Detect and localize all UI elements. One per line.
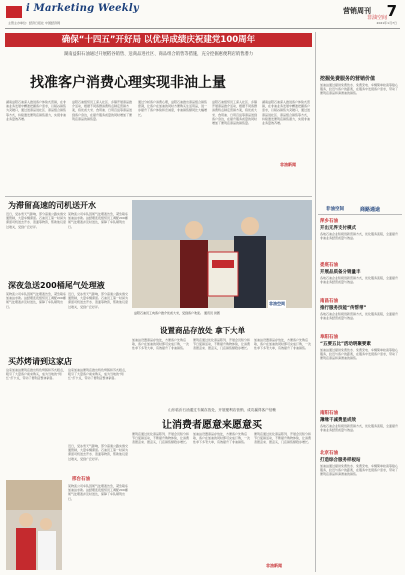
banner: 确保“十四五”开好局 以优异成绩庆祝建党100周年: [5, 33, 312, 47]
mid-body-2b: 加油站设置商品存放处，方便客户先购后取，客户在加油的同时即可完成订购，一次性拿下多笔大单，有效提升了非油销售。: [193, 432, 251, 445]
main-body-right2: 湖南益阳石油深入推进客户体验式营销，在非油业务发展中精准把握客户需求，以稻谷销售为突破口，通过送商品进社区、商品组合销售等方式，持续激发便利店销售潜力，实现非油业务量效齐增。: [262, 100, 311, 126]
right-logo: 非油空间: [326, 207, 344, 212]
left-body-1b: 某物流公司车队因尾气处理液告急，紧急联系加油站求助。站经理连夜组织员工调配200桶尾气处理液并及时送达，保障了车队顺利出行。: [68, 212, 128, 229]
right-rule: [318, 214, 402, 215]
brief-4-text: “五要五比”活动明聚要素: [320, 342, 371, 347]
credit-badge: 非油新闻: [280, 162, 296, 167]
mid-body-1a: 加油站设置商品存放处，方便客户先购后取，客户在加油的同时即可完成订购，一次性拿下多笔大单，有效提升了非油销售。: [132, 338, 190, 351]
brief-5-title: 南阳石油: [320, 411, 338, 416]
brief-2-title: 娄底石油: [320, 263, 338, 268]
brief-5-body: 各地石油企业积极创新营销方式，优化服务流程，全面提升非油业务经营质量与效益。: [320, 424, 399, 433]
left-body-3c: 近日，受冰雪天气影响，部分高速公路实施交通管制，大量车辆滞留。石油员工第一时间为滞留司机送去开水、泡面等物资，帮助他们度过难关，受到广泛好评。: [68, 444, 128, 461]
brief-3-text: 推行服务技能“传帮带”: [320, 306, 367, 311]
masthead-subtitle: 主管主办单位：经济日报社 中国经济网: [8, 21, 60, 25]
brief-3-body: 各地石油企业积极创新营销方式，优化服务流程，全面提升非油业务经营质量与效益。: [320, 312, 399, 321]
mid-note: 山东临沂石油通过专属存放处，开展便利店营销，成功赢得客户信赖: [168, 408, 276, 412]
main-body-left: 湖南益阳石油深入推进客户体验式营销，在非油业务发展中精准把握客户需求，以稻谷销售为突破口，通过送商品进社区、商品组合销售等方式，持续激发便利店销售潜力，实现非油业务量效齐增。: [6, 100, 67, 121]
left-heading-3: 买苏烤请到这家店: [8, 357, 72, 366]
brief-1-text: 开出无界支付模式: [320, 226, 356, 231]
brief-6-title: 北京石油: [320, 451, 338, 456]
left-body-3b: 这家加油站便利店推出特色烤肠和苏式糕点，吸引了大量客户前来购买，成为当地的“网红”打卡点，带动了便利店整体销售。: [68, 368, 128, 381]
main-body-right: 益阳石油组织员工深入社区、乡镇开展商品推介活动，根据不同客群消费特点制定营销方案，将优质大米、食用油、日用百货等商品送到客户身边，在提升服务质量的同时增加了便利店商品的销售量。: [212, 100, 258, 126]
left-body-2b: 近日，受冰雪天气影响，部分高速公路实施交通管制，大量车辆滞留。石油员工第一时间为滞留司机送去开水、泡面等物资，帮助他们度过难关，受到广泛好评。: [68, 292, 128, 309]
store-illustration: [6, 480, 62, 570]
left-body-3a: 这家加油站便利店推出特色烤肠和苏式糕点，吸引了大量客户前来购买，成为当地的“网红”打卡点，带动了便利店整体销售。: [6, 368, 66, 381]
brief-1-body: 各地石油企业积极创新营销方式，优化服务流程，全面提升非油业务经营质量与效益。: [320, 232, 399, 241]
main-photo: [132, 200, 312, 308]
right-body-1: 加油站通过提供免费饮水、免费充电、车辆简单检查等贴心服务，拉近与客户的距离，在服务中发现客户需求，带动了便利店商品和润滑油的销售。: [320, 83, 399, 96]
brief-2-body: 各地石油企业积极创新营销方式，优化服务流程，全面提升非油业务经营质量与效益。: [320, 276, 399, 285]
brief-4-title: 阜阳石油: [320, 335, 338, 340]
section-sub: 非油空间: [366, 15, 387, 21]
right-divider: [315, 32, 316, 572]
brief-5-text: 薄缘干减费星成效: [320, 418, 356, 423]
main-body-mid2: 通过分析客户消费心理，益阳石油推出商品组合销售套餐，让客户在加油的同时方便购买生活用品，进一步提升了客户体验和忠诚度，非油销售额同比大幅增长。: [138, 100, 208, 117]
brief-3-title: 南昌石油: [320, 299, 338, 304]
store-photo: [6, 480, 62, 570]
left-body-2a: 某物流公司车队因尾气处理液告急，紧急联系加油站求助。站经理连夜组织员工调配200桶尾气处理液并及时送达，保障了车队顺利出行。: [6, 292, 66, 309]
mid-heading-1: 设置商品存放处 拿下大单: [160, 326, 246, 335]
brief-2-text: 开展品质备分销量丰: [320, 270, 361, 275]
left-body-3d: 某物流公司车队因尾气处理液告急，紧急联系加油站求助。站经理连夜组织员工调配200桶尾气处理液并及时送达，保障了车队顺利出行。: [68, 484, 128, 501]
mid-body-2c: 便利店通过优化商品陈列、开展会员积分和节日促销活动，不断提升购物体验，让消费者愿意来、愿意买，门店销售额稳步增长。: [254, 432, 312, 445]
masthead-title: i Marketing Weekly: [26, 3, 139, 14]
lead-subtitle: 湖南益阳石油通过开展稻谷销售、送商品进社区、商品组合销售等措施，充分挖掘惠便利店销售潜力: [63, 52, 254, 57]
page-number: 7: [386, 2, 397, 20]
section-rule-1: [5, 196, 312, 197]
left-heading-2: 深夜急送200桶尾气处理液: [8, 281, 105, 290]
mid-body-2a: 便利店通过优化商品陈列、开展会员积分和节日促销活动，不断提升购物体验，让消费者愿意来、愿意买，门店销售额稳步增长。: [132, 432, 190, 445]
main-headline: 找准客户消费心理实现非油上量: [30, 75, 226, 91]
right-brief-heading: 商路通途: [360, 207, 381, 213]
header-rule: [5, 28, 400, 29]
mid-heading-2: 让消费者愿意来愿意买: [162, 420, 262, 431]
main-body-mid: 益阳石油组织员工深入社区、乡镇开展商品推介活动，根据不同客群消费特点制定营销方案，将优质大米、食用油、日用百货等商品送到客户身边，在提升服务质量的同时增加了便利店商品的销售量。: [72, 100, 133, 121]
section-name: 营销周刊: [343, 7, 371, 15]
left-heading-1: 为滞留高速的司机送开水: [8, 201, 96, 210]
brief-4-body: 加油站通过提供免费饮水、免费充电、车辆简单检查等贴心服务，拉近与客户的距离，在服务中发现客户需求，带动了便利店商品和润滑油的销售。: [320, 348, 399, 361]
left-body-1a: 近日，受冰雪天气影响，部分高速公路实施交通管制，大量车辆滞留。石油员工第一时间为滞留司机送去开水、泡面等物资，帮助他们度过难关，受到广泛好评。: [6, 212, 66, 229]
left-box-title: 邢台石油: [72, 477, 90, 482]
brief-1-title: 萍乡石油: [320, 219, 338, 224]
masthead-logo-icon: [6, 6, 22, 18]
photo-illustration: [132, 200, 312, 308]
brief-6-body: 加油站通过提供免费饮水、免费充电、车辆简单检查等贴心服务，拉近与客户的距离，在服务中发现客户需求，带动了便利店商品和润滑油的销售。: [320, 464, 399, 477]
mid-body-1b: 便利店通过优化商品陈列、开展会员积分和节日促销活动，不断提升购物体验，让消费者愿意来、愿意买，门店销售额稳步增长。: [193, 338, 251, 351]
brief-6-text: 打造综合服务样板站: [320, 458, 361, 463]
right-heading-1: 挖掘免费服务的营销价值: [320, 76, 376, 82]
photo-caption: 益阳石油员工向客户推介优质大米，受到客户欢迎。 通讯员 供图: [134, 311, 220, 315]
mid-body-1c: 加油站设置商品存放处，方便客户先购后取，客户在加油的同时即可完成订购，一次性拿下多笔大单，有效提升了非油销售。: [254, 338, 312, 351]
photo-agency-logo: 非油空间: [269, 301, 285, 306]
issue-date: 2021年1月7日: [376, 21, 397, 25]
mid-credit: 非油新闻: [266, 563, 282, 568]
